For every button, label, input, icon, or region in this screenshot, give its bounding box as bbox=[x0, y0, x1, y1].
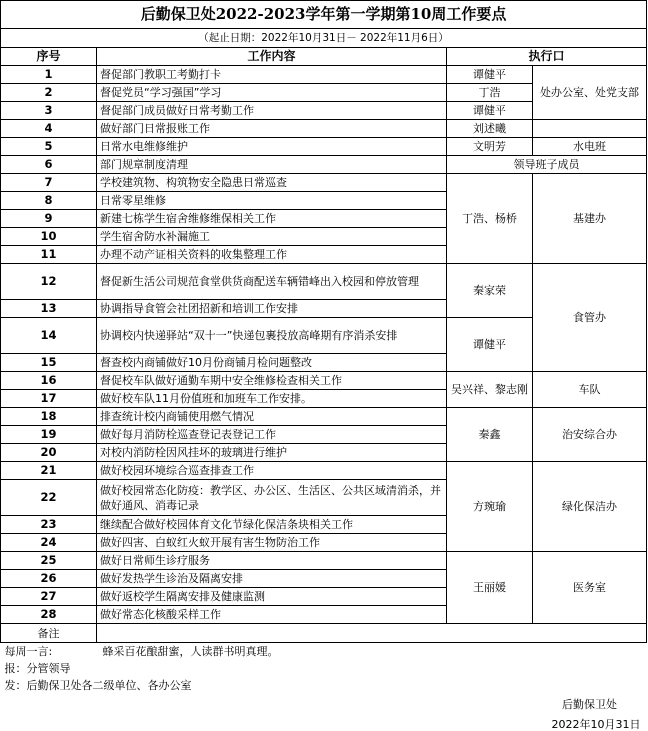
row-num: 21 bbox=[1, 462, 97, 480]
row-num: 12 bbox=[1, 264, 97, 300]
row-num: 13 bbox=[1, 300, 97, 318]
row-department: 医务室 bbox=[533, 552, 647, 624]
row-num: 20 bbox=[1, 444, 97, 462]
row-num: 6 bbox=[1, 156, 97, 174]
motto-row bbox=[1, 643, 647, 660]
row-content: 日常水电维修维护 bbox=[97, 138, 447, 156]
row-content: 督促党员“学习强国”学习 bbox=[97, 84, 447, 102]
row-num: 27 bbox=[1, 588, 97, 606]
remarks-label: 备注 bbox=[1, 624, 97, 643]
row-num: 22 bbox=[1, 480, 97, 516]
page-title: 后勤保卫处2022-2023学年第一学期第10周工作要点 bbox=[1, 1, 647, 29]
row-department: 食管办 bbox=[533, 264, 647, 372]
row-num: 3 bbox=[1, 102, 97, 120]
row-content: 协调校内快递驿站“双十一”快递包裹投放高峰期有序消杀安排 bbox=[97, 318, 447, 354]
issuer-row bbox=[1, 694, 647, 716]
row-content: 继续配合做好校园体育文化节绿化保洁条块相关工作 bbox=[97, 516, 447, 534]
row-content: 做好每月消防栓巡查登记表登记工作 bbox=[97, 426, 447, 444]
issue-date: 2022年10月31日 bbox=[551, 717, 641, 731]
row-content: 督促校车队做好通勤车期中安全维修检查相关工作 bbox=[97, 372, 447, 390]
row-num: 11 bbox=[1, 246, 97, 264]
row-num: 2 bbox=[1, 84, 97, 102]
row-num: 7 bbox=[1, 174, 97, 192]
row-content: 督查校内商铺做好10月份商铺月检问题整改 bbox=[97, 354, 447, 372]
row-content: 日常零星维修 bbox=[97, 192, 447, 210]
row-num: 5 bbox=[1, 138, 97, 156]
remarks-value bbox=[97, 624, 647, 643]
row-content: 督促部门成员做好日常考勤工作 bbox=[97, 102, 447, 120]
row-num: 17 bbox=[1, 390, 97, 408]
row-person: 王丽媛 bbox=[447, 552, 533, 624]
row-num: 9 bbox=[1, 210, 97, 228]
row-department: 处办公室、处党支部 bbox=[533, 66, 647, 120]
remarks-row bbox=[1, 624, 647, 643]
row-person: 刘述曦 bbox=[447, 120, 533, 138]
row-person: 吴兴祥、黎志刚 bbox=[447, 372, 533, 408]
row-person: 谭健平 bbox=[447, 66, 533, 84]
report-to: 报：分管领导 bbox=[4, 661, 71, 675]
table-row bbox=[1, 462, 647, 480]
row-content: 学生宿舍防水补漏施工 bbox=[97, 228, 447, 246]
row-num: 1 bbox=[1, 66, 97, 84]
row-person: 丁浩 bbox=[447, 84, 533, 102]
row-num: 10 bbox=[1, 228, 97, 246]
row-person: 谭健平 bbox=[447, 102, 533, 120]
motto-label: 每周一言: bbox=[4, 644, 53, 658]
date-range: （起止日期：2022年10月31日－ 2022年11月6日） bbox=[1, 29, 647, 48]
header-num: 序号 bbox=[1, 48, 97, 66]
row-num: 16 bbox=[1, 372, 97, 390]
row-num: 26 bbox=[1, 570, 97, 588]
row-department: 绿化保洁办 bbox=[533, 462, 647, 552]
row-content: 学校建筑物、构筑物安全隐患日常巡查 bbox=[97, 174, 447, 192]
row-num: 19 bbox=[1, 426, 97, 444]
row-content: 做好常态化核酸采样工作 bbox=[97, 606, 447, 624]
row-person: 领导班子成员 bbox=[447, 156, 647, 174]
row-department: 水电班 bbox=[533, 138, 647, 156]
table-row bbox=[1, 138, 647, 156]
row-department: 治安综合办 bbox=[533, 408, 647, 462]
table-row bbox=[1, 120, 647, 138]
send-row bbox=[1, 677, 647, 694]
row-content: 做好返校学生隔离安排及健康监测 bbox=[97, 588, 447, 606]
row-person: 秦鑫 bbox=[447, 408, 533, 462]
table-row bbox=[1, 552, 647, 570]
row-department: 车队 bbox=[533, 372, 647, 408]
row-num: 8 bbox=[1, 192, 97, 210]
table-row bbox=[1, 156, 647, 174]
table-row bbox=[1, 174, 647, 192]
row-department-empty bbox=[533, 120, 647, 138]
row-num: 18 bbox=[1, 408, 97, 426]
row-content: 做好日常师生诊疗服务 bbox=[97, 552, 447, 570]
send-to: 发：后勤保卫处各二级单位、各办公室 bbox=[4, 678, 192, 692]
row-content: 做好四害、白蚁红火蚁开展有害生物防治工作 bbox=[97, 534, 447, 552]
row-content: 排查统计校内商铺使用燃气情况 bbox=[97, 408, 447, 426]
row-content: 做好部门日常报账工作 bbox=[97, 120, 447, 138]
row-person: 丁浩、杨桥 bbox=[447, 174, 533, 264]
row-num: 15 bbox=[1, 354, 97, 372]
header-executor: 执行口 bbox=[447, 48, 647, 66]
row-content: 新建七栋学生宿舍维修维保相关工作 bbox=[97, 210, 447, 228]
row-person: 秦家荣 bbox=[447, 264, 533, 318]
row-person: 文明芳 bbox=[447, 138, 533, 156]
row-num: 28 bbox=[1, 606, 97, 624]
row-department: 基建办 bbox=[533, 174, 647, 264]
row-content: 办理不动产证相关资料的收集整理工作 bbox=[97, 246, 447, 264]
row-content: 做好校园常态化防疫：教学区、办公区、生活区、公共区域清消杀，并做好通风、消毒记录 bbox=[97, 480, 447, 516]
row-content: 部门规章制度清理 bbox=[97, 156, 447, 174]
table-row bbox=[1, 66, 647, 84]
row-content: 对校内消防栓因风挂坏的玻璃进行维护 bbox=[97, 444, 447, 462]
row-person: 方琬瑜 bbox=[447, 462, 533, 552]
row-num: 4 bbox=[1, 120, 97, 138]
row-num: 14 bbox=[1, 318, 97, 354]
row-num: 24 bbox=[1, 534, 97, 552]
motto-text: 蜂采百花酿甜蜜，人读群书明真理。 bbox=[102, 644, 279, 658]
issuer: 后勤保卫处 bbox=[562, 698, 618, 711]
row-num: 25 bbox=[1, 552, 97, 570]
table-row bbox=[1, 372, 647, 390]
report-row bbox=[1, 660, 647, 677]
row-content: 协调指导食管会社团招新和培训工作安排 bbox=[97, 300, 447, 318]
table-header-row bbox=[1, 48, 647, 66]
header-content: 工作内容 bbox=[97, 48, 447, 66]
row-content: 督促新生活公司规范食堂供货商配送车辆错峰出入校园和停放管理 bbox=[97, 264, 447, 300]
row-content: 做好校园环境综合巡查排查工作 bbox=[97, 462, 447, 480]
row-content: 做好发热学生诊治及隔离安排 bbox=[97, 570, 447, 588]
row-person: 谭健平 bbox=[447, 318, 533, 372]
row-num: 23 bbox=[1, 516, 97, 534]
row-content: 做好校车队11月份值班和加班车工作安排。 bbox=[97, 390, 447, 408]
table-row bbox=[1, 264, 647, 300]
table-row bbox=[1, 408, 647, 426]
issue-date-row bbox=[1, 716, 647, 731]
row-content: 督促部门教职工考勤打卡 bbox=[97, 66, 447, 84]
